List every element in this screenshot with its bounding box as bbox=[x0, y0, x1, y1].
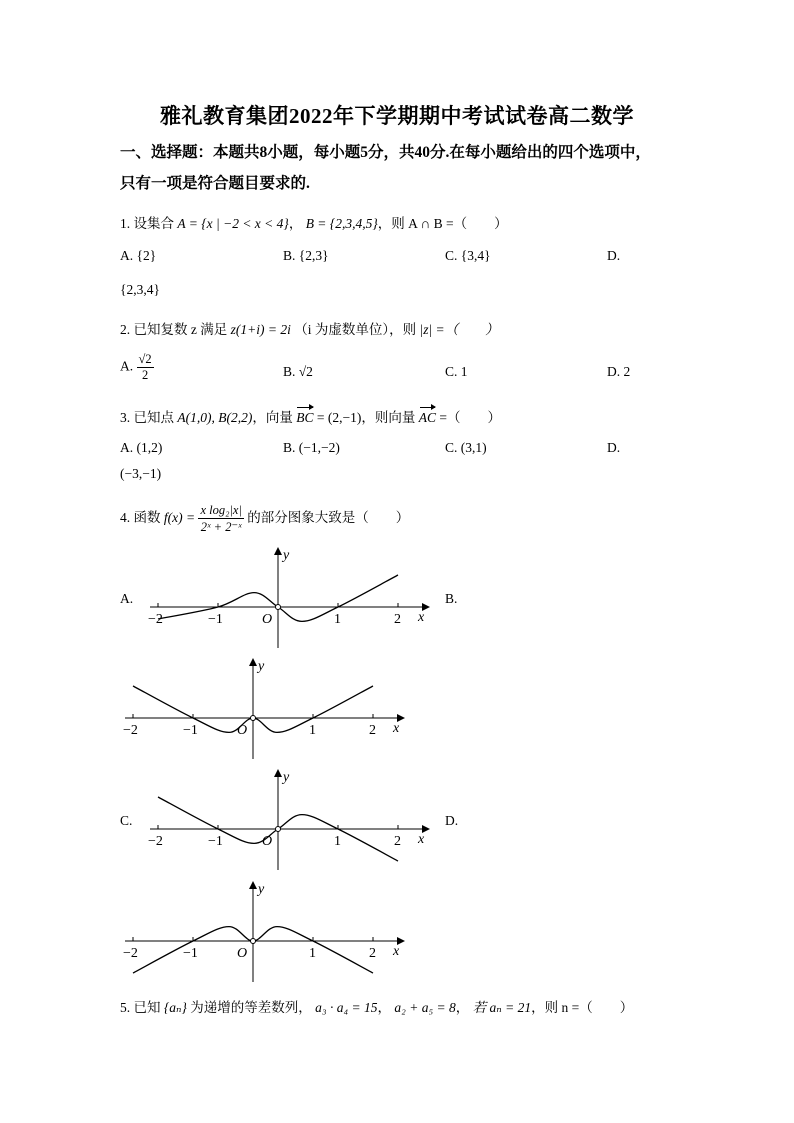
q5-text: 为递增的等差数列， bbox=[190, 1000, 312, 1015]
tick-label-a-3: 2 bbox=[394, 612, 401, 627]
q3-vector-ac: AC bbox=[418, 410, 436, 425]
q4-option-b-label: B. bbox=[445, 591, 458, 606]
tick-label-b-2: 1 bbox=[309, 723, 316, 738]
tick-label-a-0: −2 bbox=[148, 612, 163, 627]
q2-option-c: C. 1 bbox=[445, 364, 468, 379]
y-label-b: y bbox=[258, 659, 265, 674]
q2-option-d: D. 2 bbox=[607, 364, 631, 379]
q5-cond-2: a₂ + a₅ = 8 bbox=[394, 1000, 456, 1015]
q2-option-a-numerator: √2 bbox=[138, 352, 152, 366]
q3-ask: =（ ） bbox=[435, 410, 501, 425]
tick-label-d-1: −1 bbox=[183, 946, 198, 961]
tick-label-a-2: 1 bbox=[334, 612, 341, 627]
tick-label-b-0: −2 bbox=[123, 723, 138, 738]
tick-label-a-1: −1 bbox=[208, 612, 223, 627]
q4-prefix: 4. 函数 bbox=[120, 510, 161, 526]
origin-label-b: O bbox=[237, 723, 248, 738]
graph-option-c bbox=[140, 767, 440, 872]
q2-option-a-fraction bbox=[137, 352, 154, 383]
tick-label-c-2: 1 bbox=[334, 834, 341, 849]
q4-numerator: x log₂|x| bbox=[200, 503, 242, 517]
y-label-c: y bbox=[283, 770, 290, 785]
q3-option-c: C. (3,1) bbox=[445, 440, 487, 455]
question-4 bbox=[120, 503, 409, 535]
q3-vector-bc: BC bbox=[296, 410, 314, 425]
q1-option-a: A. {2} bbox=[120, 248, 157, 263]
question-2 bbox=[120, 318, 499, 338]
tick-label-c-1: −1 bbox=[208, 834, 223, 849]
q3-option-a: A. (1,2) bbox=[120, 440, 163, 455]
origin-label-d: O bbox=[237, 946, 248, 961]
q3-option-d: D. bbox=[607, 440, 621, 455]
q4-ask: 的部分图象大致是（ ） bbox=[247, 510, 410, 526]
origin-hole-a bbox=[276, 605, 281, 610]
q5-cond-1: a₃ · a₄ = 15 bbox=[315, 1000, 378, 1015]
q1-option-d: D. bbox=[607, 248, 621, 263]
q1-ask: ，则 A ∩ B =（ ） bbox=[377, 216, 508, 231]
q2-option-b: B. √2 bbox=[283, 364, 313, 379]
q5-seq: {aₙ} bbox=[163, 1000, 187, 1015]
question-3 bbox=[120, 406, 501, 426]
y-label-a: y bbox=[283, 548, 290, 563]
q2-prefix: 2. 已知复数 z 满足 bbox=[120, 322, 228, 337]
q2-equation: z(1+i) = 2i bbox=[230, 322, 291, 337]
q2-option-a bbox=[120, 352, 154, 383]
q4-option-a-label: A. bbox=[120, 591, 134, 606]
q2-option-a-denominator: 2 bbox=[141, 368, 149, 382]
y-label-d: y bbox=[258, 882, 265, 897]
q3-bc-value: = (2,−1) bbox=[313, 410, 362, 425]
q1-sep: ， bbox=[288, 216, 303, 231]
q1-option-d-value: {2,3,4} bbox=[120, 282, 160, 297]
y-axis-arrow-d bbox=[249, 881, 257, 889]
q1-option-c: C. {3,4} bbox=[445, 248, 491, 263]
q3-option-b: B. (−1,−2) bbox=[283, 440, 340, 455]
x-label-d: x bbox=[393, 944, 400, 959]
tick-label-d-3: 2 bbox=[369, 946, 376, 961]
origin-hole-c bbox=[276, 827, 281, 832]
origin-hole-b bbox=[251, 716, 256, 721]
y-axis-arrow-c bbox=[274, 769, 282, 777]
tick-label-b-1: −1 bbox=[183, 723, 198, 738]
q1-prefix: 1. 设集合 bbox=[120, 216, 174, 231]
q2-option-a-label: A. bbox=[120, 358, 134, 374]
x-label-b: x bbox=[393, 721, 400, 736]
q3-mid2: ，则向量 bbox=[361, 410, 416, 425]
q3-option-d-value: (−3,−1) bbox=[120, 466, 162, 481]
x-label-a: x bbox=[418, 610, 425, 625]
q2-mid: （i 为虚数单位），则 bbox=[294, 322, 417, 337]
graph-option-b bbox=[115, 656, 415, 761]
tick-label-b-3: 2 bbox=[369, 723, 376, 738]
q3-prefix: 3. 已知点 bbox=[120, 410, 174, 425]
origin-label-c: O bbox=[262, 834, 273, 849]
origin-hole-d bbox=[251, 939, 256, 944]
q5-ask: ，则 n =（ ） bbox=[531, 1000, 634, 1015]
section-header-line2: 只有一项是符合题目要求的. bbox=[120, 175, 310, 192]
question-1 bbox=[120, 212, 508, 232]
q4-option-d-label: D. bbox=[445, 813, 459, 828]
q5-prefix: 5. 已知 bbox=[120, 1000, 161, 1015]
page-title: 雅礼教育集团2022年下学期期中考试试卷高二数学 bbox=[160, 104, 634, 128]
q1-set-a: A = {x | −2 < x < 4} bbox=[177, 216, 289, 231]
q4-option-c-label: C. bbox=[120, 813, 133, 828]
q4-func: f(x) = bbox=[163, 510, 196, 526]
y-axis-arrow-b bbox=[249, 658, 257, 666]
q4-fraction bbox=[198, 503, 243, 535]
origin-label-a: O bbox=[262, 612, 273, 627]
graph-option-d bbox=[115, 879, 415, 984]
tick-label-d-2: 1 bbox=[309, 946, 316, 961]
y-axis-arrow-a bbox=[274, 547, 282, 555]
q3-points: A(1,0), B(2,2) bbox=[177, 410, 253, 425]
tick-label-c-3: 2 bbox=[394, 834, 401, 849]
tick-label-c-0: −2 bbox=[148, 834, 163, 849]
graph-option-a bbox=[140, 545, 440, 650]
q1-option-b: B. {2,3} bbox=[283, 248, 329, 263]
q3-mid: ，向量 bbox=[252, 410, 293, 425]
section-header-line1: 一、选择题：本题共8小题，每小题5分，共40分.在每小题给出的四个选项中， bbox=[120, 144, 651, 161]
question-5: 5. 已知 {aₙ} 为递增的等差数列， a₃ · a₄ = 15， a₂ + a₅ = 8， 若 aₙ = 21，则 n =（ ） bbox=[120, 1000, 634, 1015]
q5-cond-3: 若 aₙ = 21 bbox=[472, 1000, 532, 1015]
q2-ask: |z| =（ ） bbox=[419, 322, 499, 337]
q4-denominator: 2ˣ + 2⁻ˣ bbox=[200, 520, 242, 534]
x-label-c: x bbox=[418, 832, 425, 847]
tick-label-d-0: −2 bbox=[123, 946, 138, 961]
q1-set-b: B = {2,3,4,5} bbox=[305, 216, 378, 231]
